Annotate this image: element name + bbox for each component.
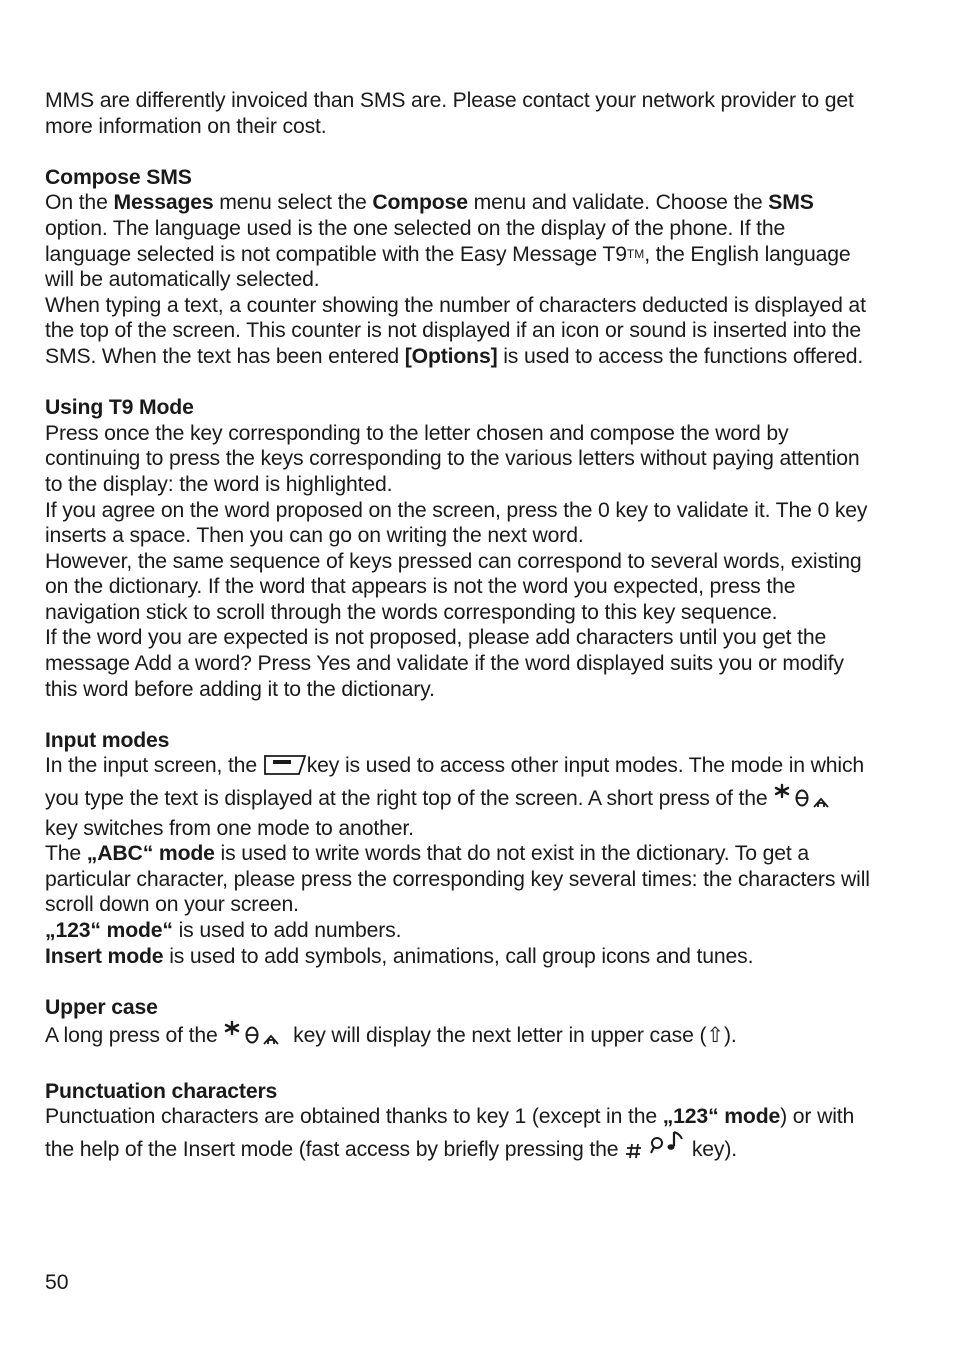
- t9-mode-paragraph-1: Press once the key corresponding to the letter chosen and compose the word by continuing to press the keys corresponding to the various letters without paying attention to the display: the word is highlighted.: [45, 421, 860, 496]
- compose-sms-paragraph-1: On the Messages menu select the Compose menu and validate. Choose the SMS option. The language used is the one selected on the display of the phone. If the language selected is not compatible with the Easy Message T9TM, the English language will be automatically selected.: [45, 191, 851, 292]
- input-modes-heading: Input modes: [45, 728, 170, 752]
- input-modes-paragraph-2: The „ABC“ mode is used to write words that do not exist in the dictionary. To get a particular character, please press the corresponding key several times: the characters will scroll down on your screen.: [45, 842, 870, 917]
- star-key-icon: [773, 783, 837, 816]
- punctuation-paragraph: Punctuation characters are obtained thanks to key 1 (except in the „123“ mode) or with the help of the Insert mode (fast access by briefly pressing the key).: [45, 1104, 875, 1166]
- t9-mode-heading: Using T9 Mode: [45, 396, 194, 420]
- compose-sms-paragraph-2: When typing a text, a counter showing the number of characters deducted is displayed at the top of the screen. This counter is not displayed if an icon or sound is inserted into the SMS. When the text has been entered [Options] is used to access the functions offered.: [45, 293, 866, 368]
- punctuation-heading: Punctuation characters: [45, 1079, 278, 1103]
- upper-case-heading: Upper case: [45, 995, 158, 1019]
- star-key-icon: [223, 1020, 287, 1053]
- t9-mode-paragraph-3: However, the same sequence of keys pressed can correspond to several words, existing on the dictionary. If the word that appears is not the word you expected, press the navigation stick to scroll through the words corresponding to this key sequence.: [45, 549, 862, 624]
- compose-sms-heading: Compose SMS: [45, 165, 192, 189]
- input-modes-paragraph-4: Insert mode is used to add symbols, animations, call group icons and tunes.: [45, 944, 754, 968]
- input-modes-paragraph-1: In the input screen, the key is used to access other input modes. The mode in which you type the text is displayed at the right top of the screen. A short press of the key switches from one mode to another.: [45, 754, 865, 840]
- t9-mode-paragraph-2: If you agree on the word proposed on the screen, press the 0 key to validate it. The 0 key inserts a space. Then you can go on writing the next word.: [45, 498, 868, 548]
- intro-paragraph: MMS are differently invoiced than SMS are. Please contact your network provider to get more information on their cost.: [45, 89, 854, 138]
- trademark-mark: TM: [626, 246, 645, 261]
- page-number: 50: [45, 1271, 69, 1294]
- t9-mode-paragraph-4: If the word you are expected is not proposed, please add characters until you get the message Add a word? Press Yes and validate if the word displayed suits you or modify this word before adding it to the dictionary.: [45, 626, 844, 701]
- document-page: [45, 88, 875, 1166]
- hash-key-icon: [624, 1130, 686, 1167]
- softkey-icon: [263, 754, 307, 783]
- upper-case-paragraph: A long press of the key will display the next letter in upper case (⇧).: [45, 1020, 875, 1053]
- input-modes-paragraph-3: „123“ mode“ is used to add numbers.: [45, 919, 402, 942]
